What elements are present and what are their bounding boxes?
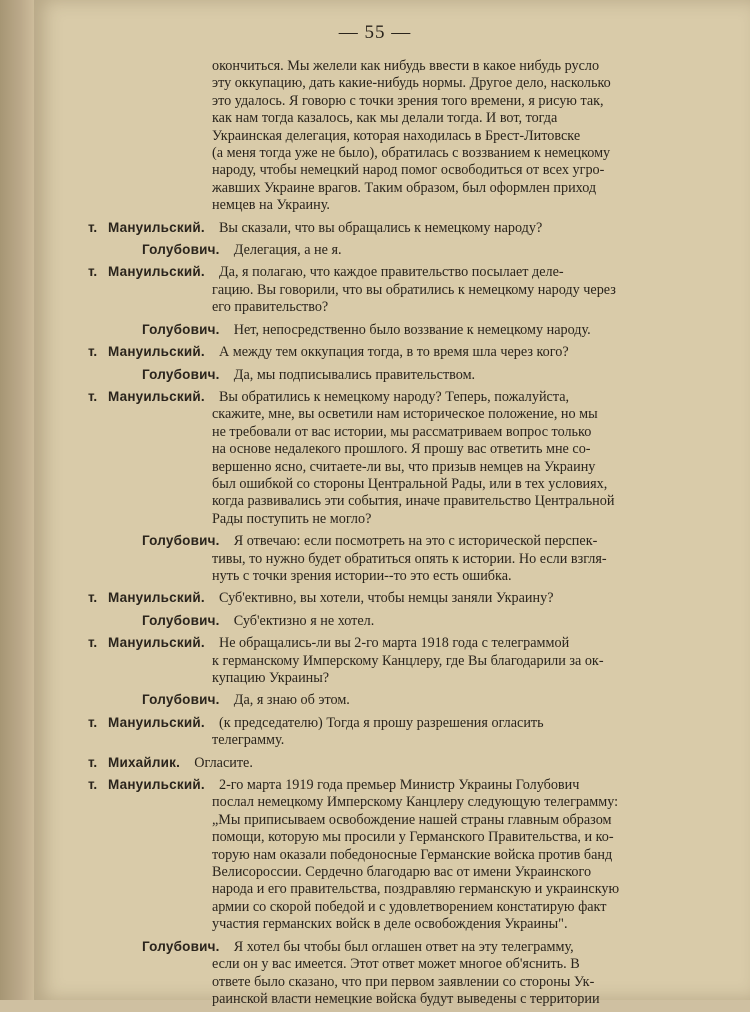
speaker-block: [88, 714, 680, 750]
speaker-block: [88, 388, 680, 528]
speaker-name: Голубович.: [142, 366, 220, 382]
speech-text: Не обращались-ли вы 2-го марта 1918 года с телеграммой: [218, 635, 570, 652]
text-line: если он у вас имеется. Этот ответ может многое об'яснить. В: [212, 956, 580, 973]
speaker-name: Мануильский.: [108, 219, 205, 235]
comrade-mark: т.: [88, 714, 98, 730]
book-spine: [0, 0, 34, 1000]
speaker-block: [108, 321, 680, 339]
text-line: Велисороссии. Сердечно благодарю вас от имени Украинского: [212, 864, 592, 881]
text-line: на основе недалекого прошлого. Я прошу вас ответить мне со-: [212, 441, 591, 458]
text-line: народу, чтобы немецкий народ помог освободиться от всех угро-: [212, 162, 605, 179]
speech-text: Делегация, а не я.: [233, 242, 342, 259]
text-line: [108, 263, 680, 281]
text-line: немцев на Украину.: [212, 197, 330, 214]
speaker-name: Мануильский.: [108, 264, 205, 280]
text-line: раинской власти немецкие войска будут выведены с территории: [212, 990, 600, 1007]
speaker-block: [88, 589, 680, 607]
speech-text: Суб'ектизно я не хотел.: [233, 612, 375, 629]
text-line: участия германских войск в деле освобождения Украины".: [212, 916, 568, 933]
speaker-block: [108, 938, 680, 1009]
text-line: телеграмму.: [212, 732, 285, 749]
text-line: купацию Украины?: [212, 670, 330, 686]
text-line: Рады поступить не могло?: [212, 510, 372, 527]
speaker-block: [108, 532, 680, 585]
text-line: как нам тогда казалось, как мы делали тогда. И вот, тогда: [212, 110, 558, 127]
comrade-mark: т.: [88, 264, 98, 280]
speaker-block: [88, 776, 680, 934]
speaker-block: [108, 241, 680, 259]
text-line: (а меня тогда уже не было), обратилась с воззванием к немецкому: [212, 145, 611, 162]
text-line: скажите, мне, вы осветили нам историческое положение, но мы: [212, 406, 598, 423]
text-line: [108, 532, 680, 550]
text-line: не требовали от вас истории, мы рассматриваем вопрос только: [212, 423, 592, 440]
speaker-block: [88, 219, 680, 237]
text-line: послал немецкому Имперскому Канцлеру следующую телеграмму:: [212, 794, 619, 811]
speech-text: Огласите.: [194, 754, 253, 771]
comrade-mark: т.: [88, 344, 98, 360]
text-line: [108, 714, 680, 732]
speech-text: Я хотел бы чтобы был оглашен ответ на эту телеграмму,: [233, 938, 574, 955]
text-line: ответе было сказано, что при первом заявлении со стороны Ук-: [212, 973, 595, 990]
speaker-name: Мануильский.: [108, 635, 205, 651]
comrade-mark: т.: [88, 388, 98, 404]
text-line: [108, 343, 680, 361]
comrade-mark: т.: [88, 777, 98, 793]
text-line: нуть с точки зрения истории--то это есть ошибка.: [212, 567, 512, 584]
text-line: Украинская делегация, которая находилась в Брест-Литовске: [212, 127, 581, 144]
text-line: армии со скорой победой и с удовлетворением констатирую факт: [212, 898, 607, 915]
text-line: это удалось. Я говорю с точки зрения того времени, я рисую так,: [212, 92, 604, 109]
text-line: [108, 388, 680, 406]
speaker-block: [88, 754, 680, 772]
text-line: вершенно ясно, считаете-ли вы, что призыв немцев на Украину: [212, 458, 596, 475]
speech-text: Вы сказали, что вы обращались к немецкому народу?: [218, 219, 543, 236]
text-line: жавших Украине врагов. Таким образом, был оформлен приход: [212, 179, 597, 196]
text-line: помощи, которую мы просили у Германского Правительства, и ко-: [212, 829, 614, 846]
speech-text: (к председателю) Тогда я прошу разрешения огласить: [218, 714, 544, 731]
speech-text: Вы обратились к немецкому народу? Теперь, пожалуйста,: [218, 388, 570, 405]
text-line: [108, 366, 680, 384]
text-line: „Мы приписываем освобождение нашей страны главным образом: [212, 811, 612, 828]
speaker-block: [108, 366, 680, 384]
speaker-block: [88, 343, 680, 361]
text-line: торую нам оказали победоносные Германские войска против банд: [212, 846, 613, 863]
comrade-mark: т.: [88, 590, 98, 606]
text-line: [108, 219, 680, 237]
speaker-name: Голубович.: [142, 242, 220, 258]
text-line: [108, 634, 680, 652]
speech-text: А между тем оккупация тогда, в то время шла через кого?: [218, 344, 569, 361]
speech-text: Да, я полагаю, что каждое правительство посылает деле-: [218, 264, 564, 281]
text-line: эту оккупацию, дать какие-нибудь нормы. Другое дело, насколько: [212, 75, 611, 92]
speech-text: Да, мы подписывались правительством.: [233, 366, 476, 383]
text-line: [108, 754, 680, 772]
speaker-name: Мануильский.: [108, 714, 205, 730]
speaker-name: Голубович.: [142, 533, 220, 549]
speaker-name: Голубович.: [142, 938, 220, 954]
comrade-mark: т.: [88, 635, 98, 651]
text-line: [108, 938, 680, 956]
text-line: [108, 691, 680, 709]
speaker-block: [108, 612, 680, 630]
speaker-block: [88, 263, 680, 316]
speaker-name: Михайлик.: [108, 754, 181, 770]
text-line: [108, 321, 680, 339]
text-line: [108, 589, 680, 607]
speaker-block: [88, 634, 680, 687]
speaker-name: Мануильский.: [108, 777, 205, 793]
text-line: народа и его правительства, поздравляю германскую и украинскую: [212, 881, 620, 898]
text-line: [108, 241, 680, 259]
speech-text: 2-го марта 1919 года премьер Министр Украины Голубович: [218, 777, 580, 794]
text-line: окончиться. Мы желели как нибудь ввести в какое нибудь русло: [212, 58, 600, 74]
speech-text: Я отвечаю: если посмотреть на это с исторической перспек-: [233, 533, 598, 550]
text-line: [108, 776, 680, 794]
speaker-name: Голубович.: [142, 692, 220, 708]
speaker-name: Мануильский.: [108, 344, 205, 360]
page-text: [88, 58, 680, 1012]
text-line: его правительство?: [212, 299, 329, 316]
speaker-name: Голубович.: [142, 612, 220, 628]
text-line: был ошибкой со стороны Центральной Рады, или в тех условиях,: [212, 475, 608, 492]
text-line: к германскому Имперскому Канцлеру, где Вы благодарили за ок-: [212, 652, 604, 669]
text-line: [108, 612, 680, 630]
speaker-name: Мануильский.: [108, 590, 205, 606]
speech-text: Да, я знаю об этом.: [233, 692, 350, 709]
speaker-name: Мануильский.: [108, 388, 205, 404]
comrade-mark: т.: [88, 219, 98, 235]
page-number: — 55 —: [338, 22, 412, 43]
speech-text: Суб'ективно, вы хотели, чтобы немцы заняли Украину?: [218, 590, 554, 607]
speech-text: Нет, непосредственно было воззвание к немецкому народу.: [233, 321, 591, 338]
text-line: гацию. Вы говорили, что вы обратились к немецкому народу через: [212, 281, 616, 298]
text-line: тивы, то нужно будет обратиться опять к истории. Но если взгля-: [212, 550, 607, 567]
speaker-name: Голубович.: [142, 321, 220, 337]
comrade-mark: т.: [88, 754, 98, 770]
continuation-paragraph: [108, 58, 680, 215]
speaker-block: [108, 691, 680, 709]
text-line: когда развивались эти события, иначе правительство Центральной: [212, 493, 615, 510]
